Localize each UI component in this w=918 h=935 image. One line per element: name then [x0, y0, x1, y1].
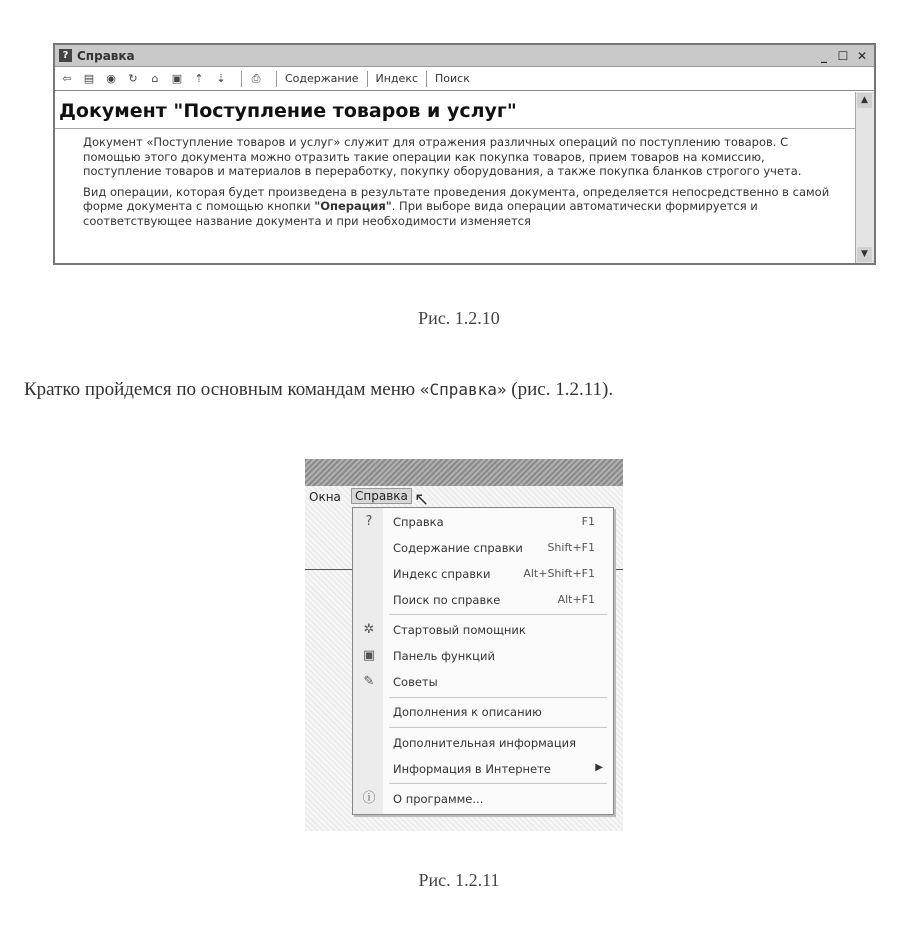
help-circle-icon: ? — [365, 514, 373, 529]
menubar — [305, 487, 623, 507]
menu-separator — [389, 697, 607, 698]
menu-item-shortcut: Shift+F1 — [547, 541, 595, 554]
index-link[interactable]: Индекс — [375, 72, 419, 85]
divider — [613, 569, 623, 570]
menu-item-label: Поиск по справке — [393, 593, 501, 607]
menu-item-help-contents[interactable] — [353, 538, 613, 558]
submenu-arrow-icon: ▶ — [595, 762, 603, 773]
help-window-title: Справка — [77, 48, 135, 63]
menu-item-help-index[interactable] — [353, 564, 613, 584]
menu-item-internet-info[interactable] — [353, 759, 613, 779]
menu-item-label: Индекс справки — [393, 567, 491, 581]
sync-toc-icon[interactable]: ▣ — [171, 72, 183, 85]
menu-separator — [389, 727, 607, 728]
mouse-cursor-icon: ↖ — [414, 489, 430, 510]
toolbar-separator — [367, 71, 368, 87]
figure-caption: Рис. 1.2.11 — [418, 870, 500, 890]
vertical-scrollbar[interactable] — [855, 92, 874, 263]
menu-item-about[interactable] — [353, 789, 613, 809]
help-titlebar — [55, 45, 874, 67]
toolbar-separator — [241, 71, 242, 87]
toolbar-separator — [426, 71, 427, 87]
menu-help[interactable]: Справка — [351, 488, 412, 504]
help-document-area — [55, 92, 856, 263]
print-icon[interactable]: ⎙ — [251, 71, 261, 85]
paragraph-text: . При выборе вида операции автоматически формируется и соответствующее название документа и при необходимости изменяется — [83, 199, 758, 228]
paragraph-text: Кратко пройдемся по основным командам меню — [24, 379, 420, 400]
screenshot-titlebar — [305, 459, 623, 486]
refresh-icon[interactable]: ↻ — [128, 72, 138, 85]
close-button[interactable]: ✕ — [856, 48, 868, 63]
menu-screenshot — [305, 459, 623, 831]
menu-item-label: Дополнительная информация — [393, 736, 577, 750]
menu-item-help-search[interactable] — [353, 590, 613, 610]
body-paragraph — [24, 379, 613, 401]
home-icon[interactable]: ⌂ — [151, 72, 159, 85]
paragraph-text: Вид операции, которая будет произведена в результате проведения документа, определяется непосредственно в самой форме документа с помощью кнопки — [83, 184, 830, 213]
menu-separator — [389, 614, 607, 615]
menu-item-shortcut: Alt+F1 — [557, 593, 595, 606]
menu-name: «Справка» — [419, 380, 507, 399]
toolbar-separator — [276, 71, 277, 87]
info-icon: ⓘ — [362, 791, 376, 806]
menu-item-description-addons[interactable] — [353, 702, 613, 722]
maximize-button[interactable]: ☐ — [837, 48, 849, 63]
menu-item-function-panel[interactable] — [353, 646, 613, 666]
menu-item-shortcut: Alt+Shift+F1 — [523, 567, 595, 580]
menu-item-shortcut: F1 — [581, 515, 595, 528]
menu-item-help[interactable] — [353, 512, 613, 532]
wizard-icon: ✲ — [363, 622, 375, 637]
menu-item-label: Справка — [393, 515, 444, 529]
document-paragraph: Документ «Поступление товаров и услуг» служит для отражения различных операций по поступлению товаров. С помощью этого документа можно отразить такие операции как покупка товаров, прием товаров на комиссию, поступление товаров и материалов в переработку, покупку оборудования, а также покупка бланков строгого учета. — [83, 135, 802, 178]
help-app-icon: ? — [59, 49, 72, 62]
function-panel-icon: ▣ — [362, 648, 376, 663]
contents-link[interactable]: Содержание — [285, 72, 359, 85]
menu-item-additional-info[interactable] — [353, 733, 613, 753]
scroll-down-icon[interactable]: ▼ — [857, 247, 872, 262]
document-body — [55, 129, 856, 228]
minimize-button[interactable]: _ — [821, 48, 827, 63]
help-window — [53, 43, 876, 265]
operation-button-name: "Операция" — [314, 199, 392, 213]
menu-item-start-wizard[interactable] — [353, 620, 613, 640]
menu-item-label: Дополнения к описанию — [393, 705, 542, 719]
document-heading: Документ "Поступление товаров и услуг" — [55, 92, 856, 129]
figure-caption: Рис. 1.2.10 — [418, 308, 500, 328]
document-paragraph — [83, 185, 844, 229]
tips-icon: ✎ — [363, 674, 375, 689]
help-toolbar — [55, 67, 874, 91]
divider — [305, 569, 352, 570]
menu-item-tips[interactable] — [353, 672, 613, 692]
menu-item-label: Панель функций — [393, 649, 495, 663]
menu-item-label: Советы — [393, 675, 438, 689]
help-dropdown-menu — [352, 507, 614, 815]
search-link[interactable]: Поиск — [435, 72, 470, 85]
menu-item-label: Информация в Интернете — [393, 762, 551, 776]
menu-item-label: Стартовый помощник — [393, 623, 526, 637]
menu-windows[interactable]: Окна — [309, 490, 341, 504]
previous-topic-icon[interactable]: ⇡ — [194, 72, 204, 85]
paragraph-text: (рис. 1.2.11). — [506, 379, 614, 400]
back-icon[interactable]: ⇦ — [62, 72, 72, 85]
scroll-up-icon[interactable]: ▲ — [857, 93, 872, 108]
forward-icon[interactable]: ▤ — [83, 72, 95, 85]
stop-icon[interactable]: ◉ — [106, 72, 116, 85]
menu-separator — [389, 783, 607, 784]
menu-item-label: О программе... — [393, 792, 484, 806]
menu-item-label: Содержание справки — [393, 541, 523, 555]
next-topic-icon[interactable]: ⇣ — [216, 72, 226, 85]
